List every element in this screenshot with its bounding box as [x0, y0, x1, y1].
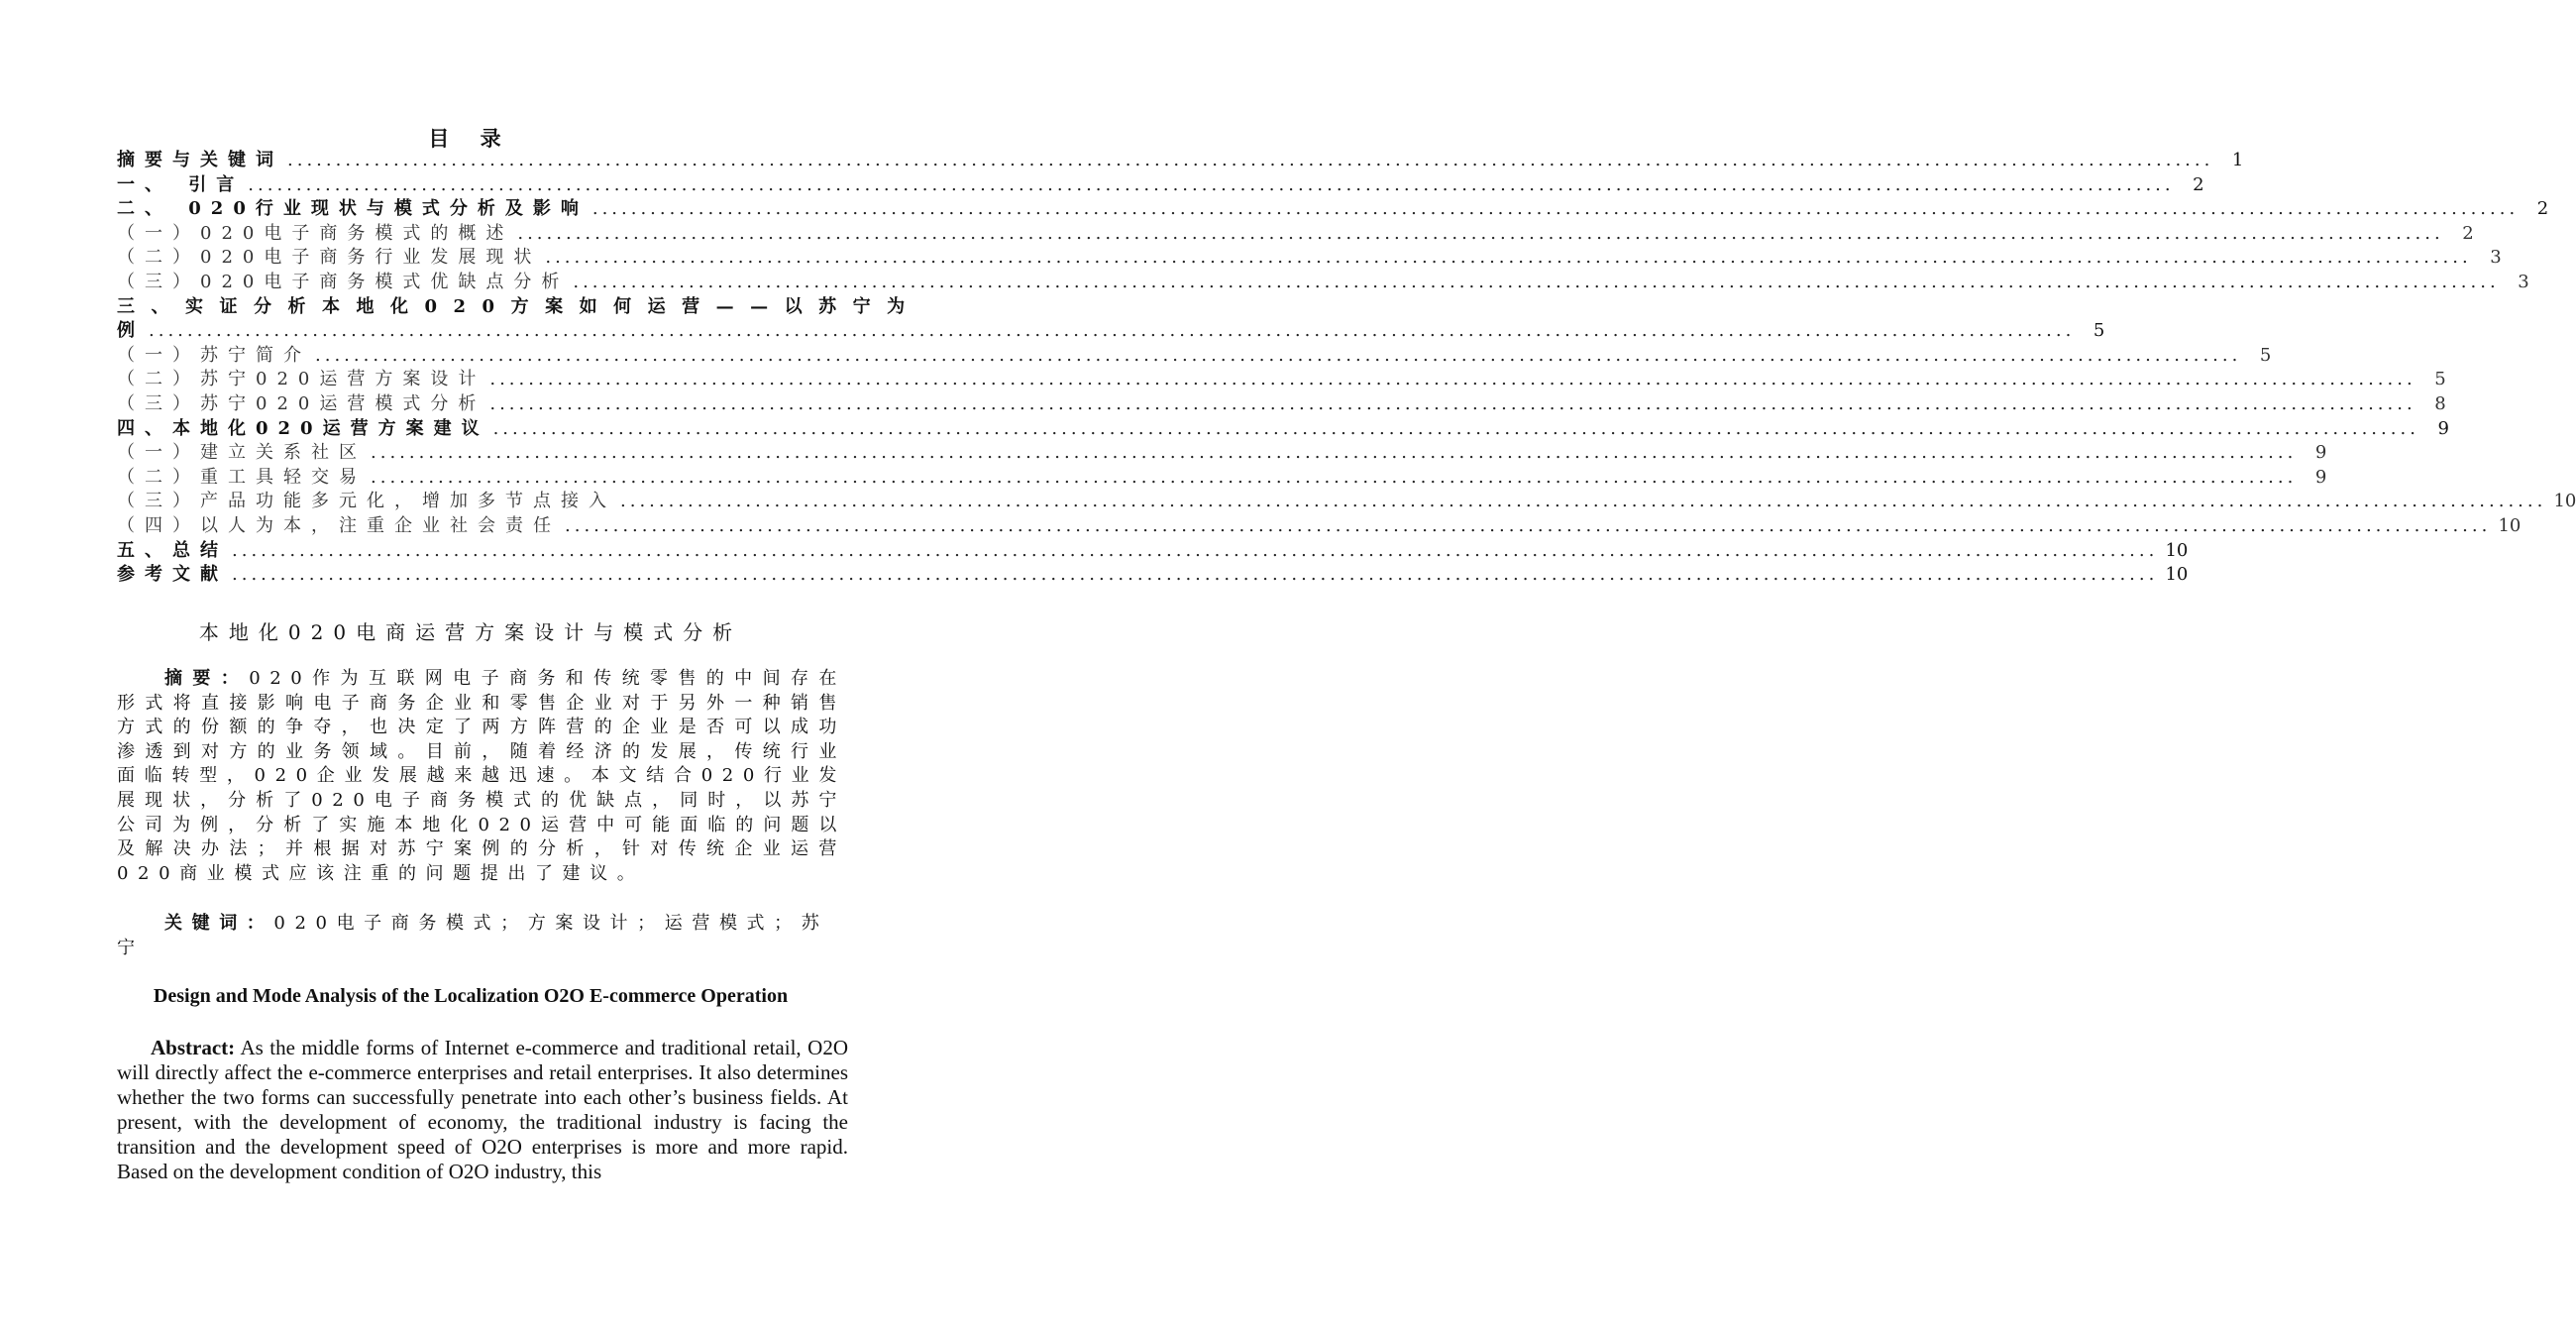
english-title: Design and Mode Analysis of the Localization O2O E-commerce Operation [153, 985, 789, 1007]
toc-leader-dots: ........................................................................................................................................................................................................ [591, 198, 2520, 220]
toc-entry-text: （一）020电子商务模式的概述 [117, 222, 514, 244]
chinese-abstract-body: 020作为互联网电子商务和传统零售的中间存在形式将直接影响电子商务企业和零售企业对于另外一种销售方式的份额的争夺，也决定了两方阵营的企业是否可以成功渗透到对方的业务领域。目前，随着经济的发展，传统行业面临转型，020企业发展越来越迅速。本文结合020行业发展现状，分析了020电子商务模式的优缺点，同时，以苏宁公司为例，分析了实施本地化020运营中可能面临的问题以及解决办法；并根据对苏宁案例的分析，针对传统企业运营020商业模式应该注重的问题提出了建议。 [117, 668, 846, 884]
toc-entry-text: 三、实证分析本地化020方案如何运营——以苏宁为 [117, 295, 921, 317]
toc-page-number: 9 [2314, 442, 2327, 464]
toc-leader-dots: ........................................................................................................................................................................................................ [371, 466, 2298, 488]
toc-entry-text: （一）苏宁简介 [117, 344, 311, 366]
toc-entry-text: （二）020电子商务行业发展现状 [117, 247, 542, 269]
chinese-abstract-label: 摘要： [164, 668, 250, 689]
english-abstract-body: As the middle forms of Internet e-commerce and traditional retail, O2O will directly affect the e-commerce enterprises and retail enterprises. It also determines whether the two forms can successfully penetrate into each other’s business fields. At present, with the development of economy, the traditional industry is facing the transition and the development speed of O2O enterprises is more and more rapid. Based on the development condition of O2O industry, this [117, 1036, 848, 1183]
toc-page-number: 5 [2259, 344, 2272, 366]
toc-leader-dots: ........................................................................................................................................................................................................ [489, 392, 2416, 414]
toc-entry [117, 149, 2244, 173]
toc-leader-dots: ........................................................................................................................................................................................................ [565, 514, 2492, 536]
toc-entry-text: （二）苏宁020运营方案设计 [117, 369, 486, 390]
toc-entry-text: （二）重工具轻交易 [117, 466, 367, 488]
toc-entry [117, 490, 2576, 514]
toc-page-number: 8 [2434, 392, 2446, 414]
toc-leader-dots: ........................................................................................................................................................................................................ [620, 491, 2547, 512]
toc-entry-text: 参考文献 [117, 564, 228, 586]
table-of-contents [117, 149, 2576, 588]
toc-entry [117, 563, 2189, 588]
toc-page-number: 1 [2231, 150, 2244, 170]
toc-leader-dots: ........................................................................................................................................................................................................ [287, 150, 2214, 170]
toc-leader-dots: ........................................................................................................................................................................................................ [232, 539, 2159, 561]
toc-page-number: 2 [2462, 222, 2474, 244]
toc-entry [117, 417, 2449, 442]
toc-page-number: 10 [2553, 491, 2576, 512]
toc-page-number: 3 [2490, 247, 2502, 269]
toc-entry [117, 319, 2105, 344]
toc-leader-dots: ........................................................................................................................................................................................................ [315, 344, 2242, 366]
chinese-title: 本地化020电商运营方案设计与模式分析 [198, 620, 743, 644]
toc-entry [117, 368, 2446, 392]
toc-entry-text: 四、本地化020运营方案建议 [117, 417, 489, 439]
toc-entry [117, 197, 2549, 222]
toc-page-number: 2 [2193, 173, 2204, 195]
toc-entry-text: （三）苏宁020运营模式分析 [117, 392, 486, 414]
toc-entry-text: 例 [117, 320, 145, 342]
toc-entry [117, 466, 2327, 491]
toc-entry [117, 295, 921, 320]
toc-leader-dots: ........................................................................................................................................................................................................ [248, 173, 2175, 195]
toc-entry [117, 392, 2446, 417]
toc-page-number: 5 [2093, 320, 2105, 342]
toc-leader-dots: ........................................................................................................................................................................................................ [232, 564, 2159, 586]
toc-page-number: 9 [2437, 417, 2449, 439]
toc-entry-text: 五、总结 [117, 539, 228, 561]
toc-entry [117, 246, 2502, 271]
toc-entry [117, 271, 2529, 295]
toc-entry [117, 344, 2272, 369]
toc-entry-text: 二、 020行业现状与模式分析及影响 [117, 198, 589, 220]
toc-entry-text: 一、 引言 [117, 173, 245, 195]
toc-page-number: 10 [2498, 514, 2522, 536]
toc-leader-dots: ........................................................................................................................................................................................................ [489, 369, 2416, 390]
toc-leader-dots: ........................................................................................................................................................................................................ [492, 417, 2419, 439]
toc-entry-text: （一）建立关系社区 [117, 442, 367, 464]
chinese-keywords [117, 912, 846, 960]
toc-leader-dots: ........................................................................................................................................................................................................ [573, 271, 2500, 292]
toc-entry [117, 173, 2204, 198]
toc-entry-text: （四）以人为本，注重企业社会责任 [117, 514, 561, 536]
chinese-keywords-body: 020电子商务模式；方案设计；运营模式；苏宁 [117, 913, 829, 958]
toc-page-number: 10 [2165, 564, 2189, 586]
chinese-abstract [117, 667, 846, 886]
toc-entry [117, 514, 2522, 539]
toc-leader-dots: ........................................................................................................................................................................................................ [517, 222, 2444, 244]
toc-page-number: 9 [2314, 466, 2327, 488]
toc-page-number: 5 [2434, 369, 2446, 390]
toc-entry [117, 539, 2189, 564]
toc-page-number: 2 [2536, 198, 2549, 220]
toc-entry-text: （三）产品功能多元化，增加多节点接入 [117, 491, 616, 512]
toc-entry-text: （三）020电子商务模式优缺点分析 [117, 271, 570, 292]
chinese-keywords-label: 关键词： [164, 913, 274, 934]
toc-page-number: 10 [2165, 539, 2189, 561]
toc-leader-dots: ........................................................................................................................................................................................................ [371, 442, 2298, 464]
toc-title: 目 录 [428, 126, 513, 151]
toc-entry [117, 441, 2327, 466]
toc-entry-text: 摘要与关键词 [117, 150, 283, 170]
english-abstract [117, 1036, 848, 1184]
toc-page-number: 3 [2518, 271, 2529, 292]
toc-leader-dots: ........................................................................................................................................................................................................ [545, 247, 2472, 269]
toc-leader-dots: ........................................................................................................................................................................................................ [149, 320, 2076, 342]
toc-entry [117, 222, 2474, 247]
english-abstract-label: Abstract: [151, 1036, 236, 1059]
